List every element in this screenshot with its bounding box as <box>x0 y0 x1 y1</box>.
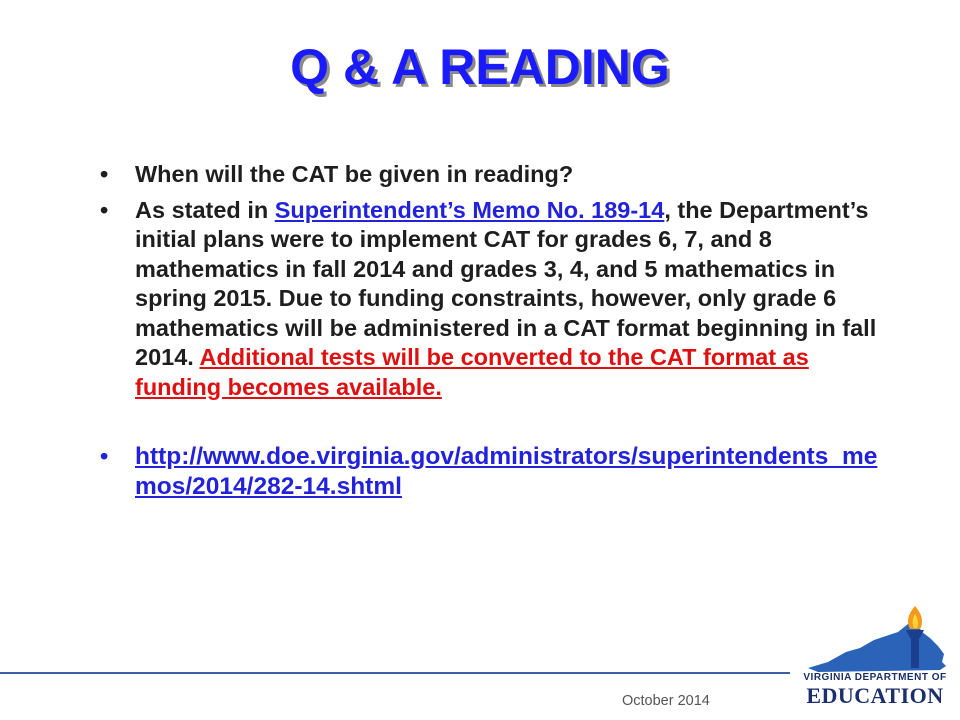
footer-date: October 2014 <box>622 693 710 709</box>
torch-handle <box>911 634 919 668</box>
logo-line1: VIRGINIA DEPARTMENT OF <box>803 672 947 683</box>
question-text: When will the CAT be given in reading? <box>135 161 574 187</box>
memo-link[interactable]: Superintendent’s Memo No. 189-14 <box>274 196 665 223</box>
answer-prefix: As stated in <box>135 196 275 223</box>
logo-line2: EDUCATION <box>806 683 944 708</box>
bullet-list <box>100 160 880 508</box>
bullet-marker: • <box>100 196 109 223</box>
bullet-answer <box>100 196 880 403</box>
slide-title: Q & A READING <box>290 39 670 95</box>
bullet-question <box>100 160 880 190</box>
footer-rule <box>0 672 790 674</box>
bullet-marker: • <box>100 443 109 469</box>
virginia-map-shape <box>808 622 946 672</box>
bullet-marker: • <box>100 161 109 187</box>
bullet-url <box>100 442 880 502</box>
funding-note: Additional tests will be converted to the CAT format as funding becomes available. <box>135 344 809 400</box>
memo-url-link[interactable]: http://www.doe.virginia.gov/administrators/superintendents_memos/2014/282-14.shtml <box>135 443 878 500</box>
answer-body: , the Department’s initial plans were to implement CAT for grades 6, 7, and 8 mathematics in fall 2014 and grades 3, 4, and 5 mathematics in spring 2015. Due to funding constraints, however, only grade 6 mathematics will be administered in a CAT format beginning in fall 2014. <box>135 196 877 370</box>
